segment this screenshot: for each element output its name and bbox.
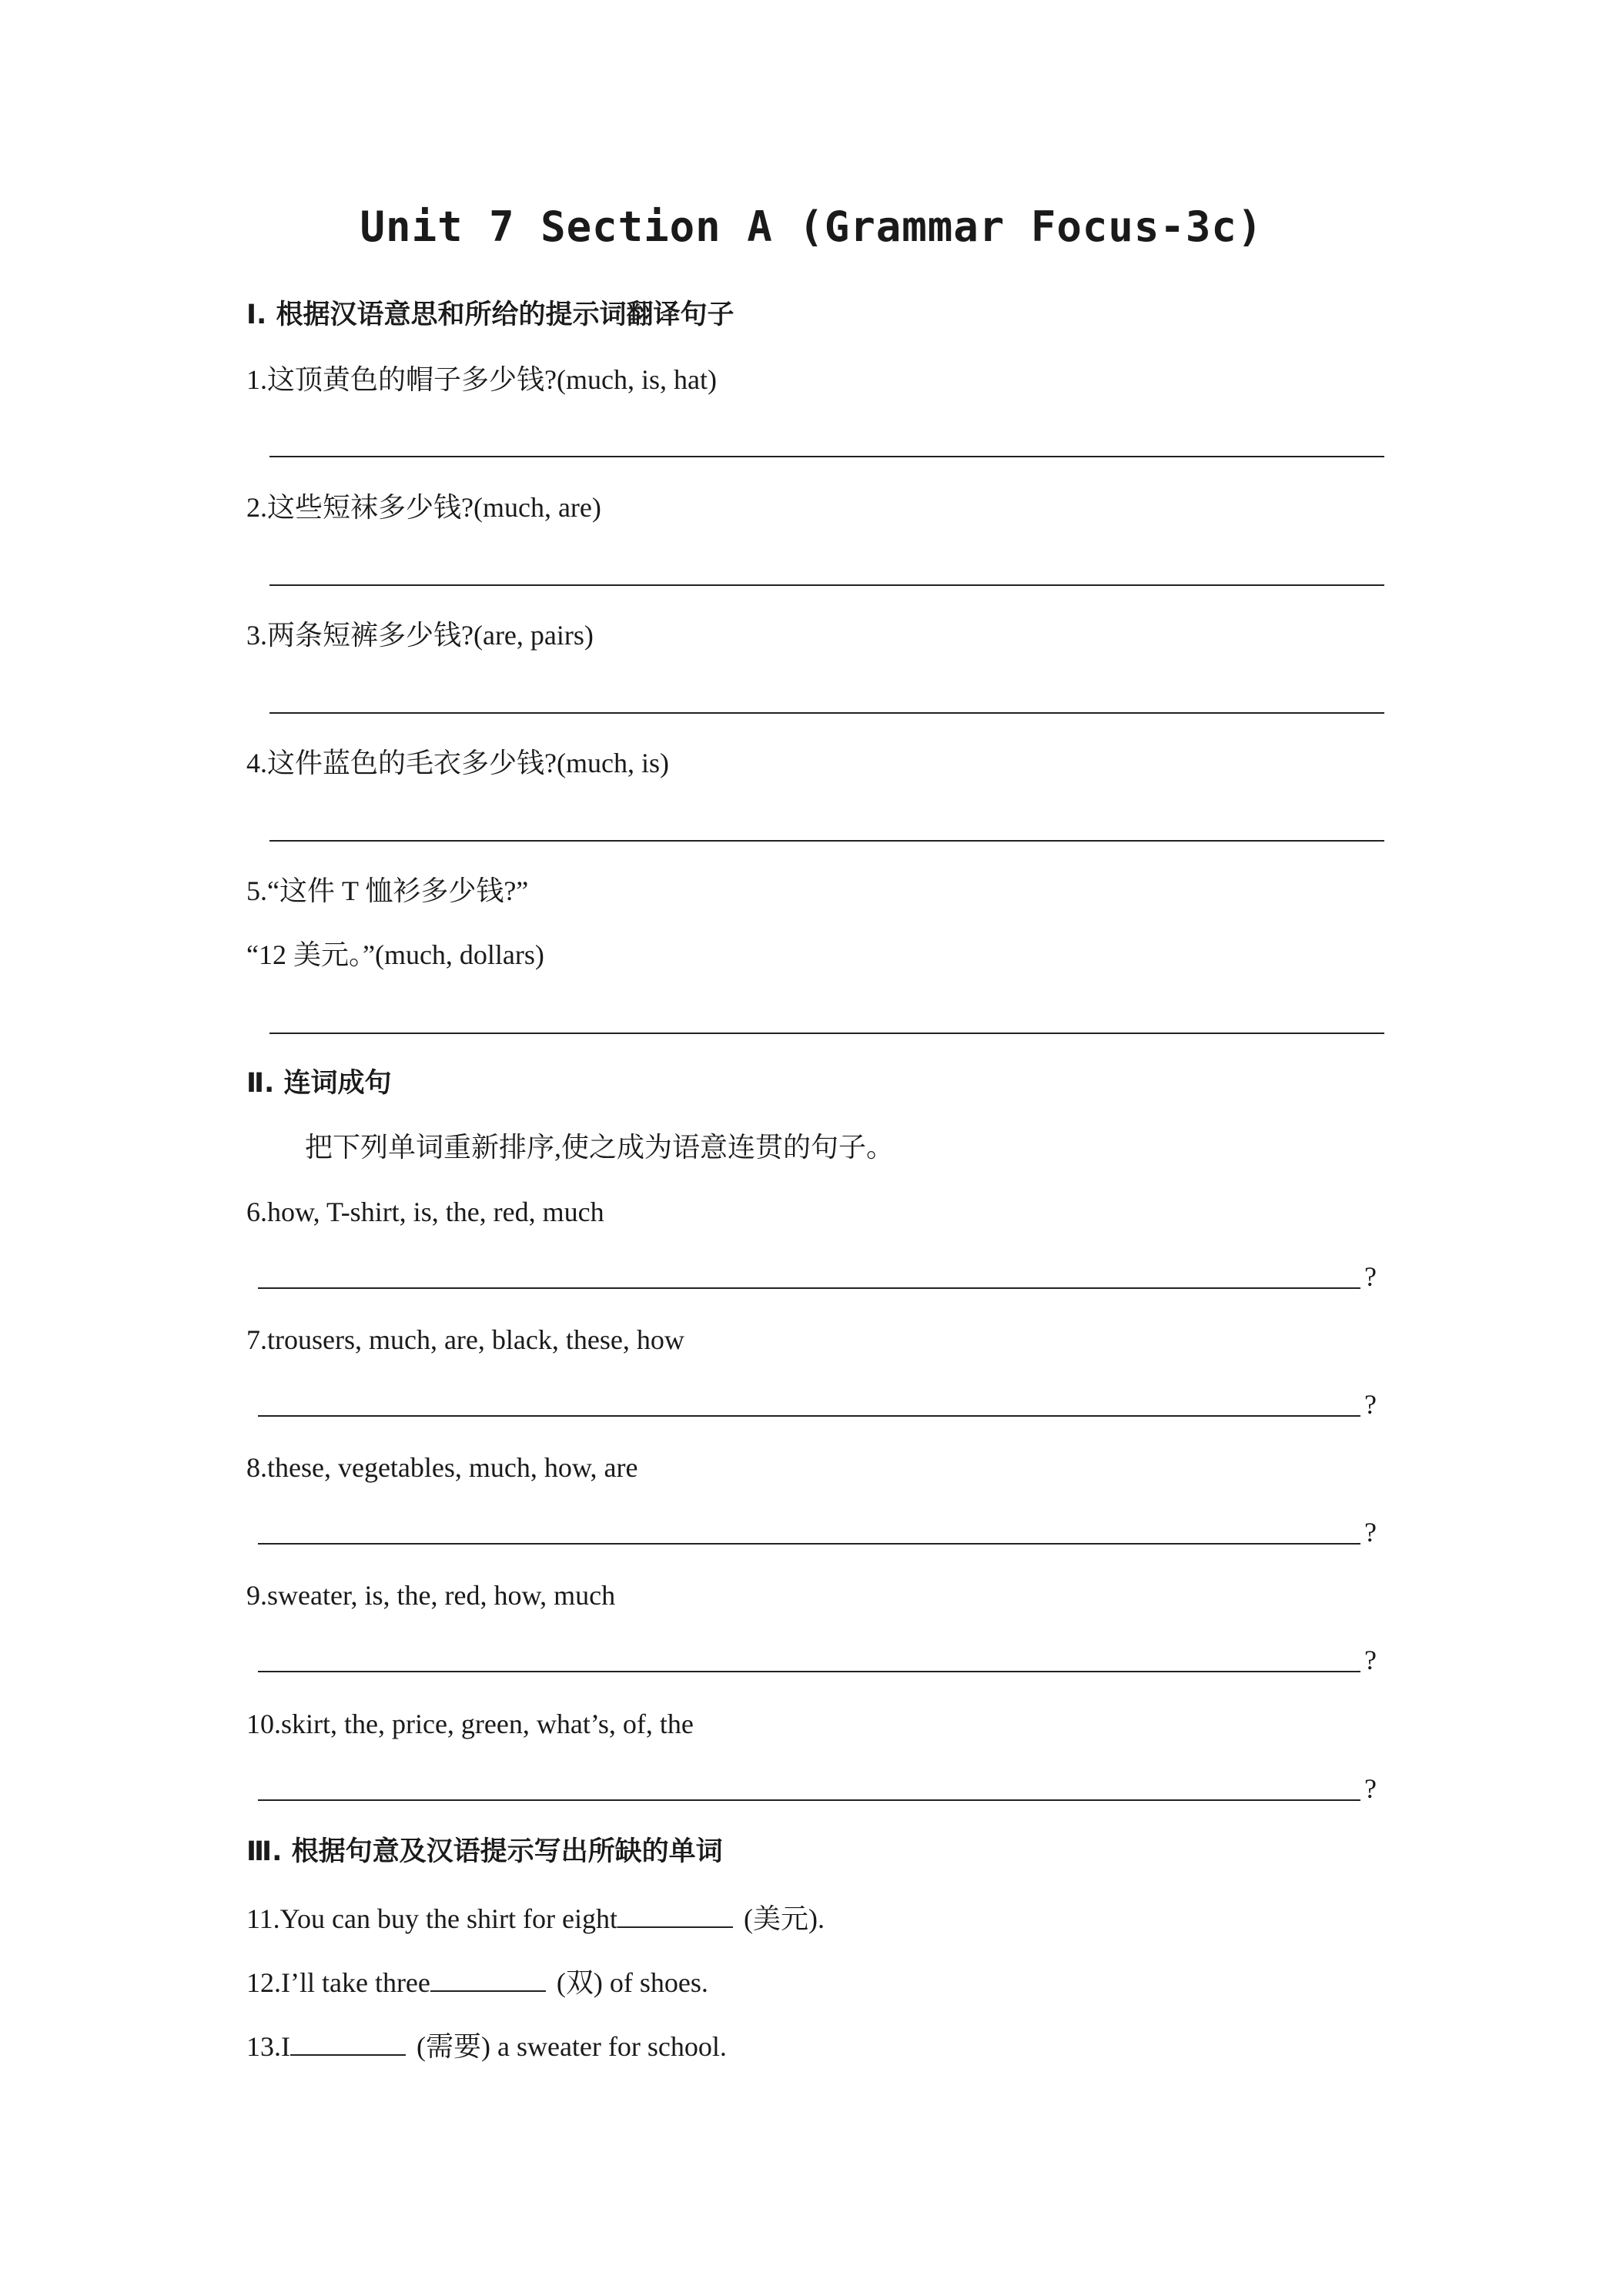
question-mark-6: ? xyxy=(1364,1261,1377,1292)
question-mark-8: ? xyxy=(1364,1517,1377,1548)
question-12-text: 12.I’ll take three xyxy=(246,1967,430,1998)
question-11-text: 11.You can buy the shirt for eight xyxy=(246,1903,617,1934)
blank-13[interactable] xyxy=(290,2031,406,2056)
question-13-text: 13.I xyxy=(246,2031,290,2062)
answer-line-7[interactable] xyxy=(258,1415,1360,1417)
answer-line-6[interactable] xyxy=(258,1287,1360,1289)
answer-line-4[interactable] xyxy=(269,840,1384,842)
question-9: 9.sweater, is, the, red, how, much xyxy=(246,1580,616,1611)
question-11-hint: (美元). xyxy=(743,1903,825,1934)
question-mark-9: ? xyxy=(1364,1645,1377,1675)
answer-line-10[interactable] xyxy=(258,1799,1360,1801)
question-mark-7: ? xyxy=(1364,1389,1377,1420)
section-3-heading: Ⅲ. 根据句意及汉语提示写出所缺的单词 xyxy=(246,1836,723,1867)
section-2-heading: Ⅱ. 连词成句 xyxy=(246,1068,392,1099)
question-10: 10.skirt, the, price, green, what’s, of, the xyxy=(246,1709,694,1739)
question-11 xyxy=(246,1903,825,1933)
section-1-heading: Ⅰ. 根据汉语意思和所给的提示词翻译句子 xyxy=(246,300,735,330)
question-12-hint: (双) of shoes. xyxy=(556,1967,708,1998)
question-1: 1.这顶黄色的帽子多少钱?(much, is, hat) xyxy=(246,364,717,395)
question-3: 3.两条短裤多少钱?(are, pairs) xyxy=(246,620,594,651)
question-8: 8.these, vegetables, much, how, are xyxy=(246,1452,638,1483)
question-4: 4.这件蓝色的毛衣多少钱?(much, is) xyxy=(246,748,669,778)
question-12 xyxy=(246,1967,708,1996)
section-2-instruction: 把下列单词重新排序,使之成为语意连贯的句子。 xyxy=(305,1132,895,1163)
question-2: 2.这些短袜多少钱?(much, are) xyxy=(246,492,601,523)
question-13 xyxy=(246,2031,727,2060)
answer-line-1[interactable] xyxy=(269,456,1384,457)
question-7: 7.trousers, much, are, black, these, how xyxy=(246,1324,684,1355)
question-mark-10: ? xyxy=(1364,1773,1377,1804)
answer-line-8[interactable] xyxy=(258,1543,1360,1545)
blank-11[interactable] xyxy=(617,1903,733,1928)
question-5: 5.“这件 T 恤衫多少钱?” xyxy=(246,875,529,906)
page-title: Unit 7 Section A (Grammar Focus-3c) xyxy=(360,202,1263,251)
blank-12[interactable] xyxy=(430,1967,546,1992)
question-5-line-2: “12 美元。”(much, dollars) xyxy=(246,939,544,970)
answer-line-2[interactable] xyxy=(269,584,1384,586)
question-13-hint: (需要) a sweater for school. xyxy=(417,2031,727,2062)
answer-line-9[interactable] xyxy=(258,1671,1360,1672)
question-6: 6.how, T-shirt, is, the, red, much xyxy=(246,1197,604,1227)
answer-line-3[interactable] xyxy=(269,712,1384,714)
answer-line-5[interactable] xyxy=(269,1033,1384,1034)
